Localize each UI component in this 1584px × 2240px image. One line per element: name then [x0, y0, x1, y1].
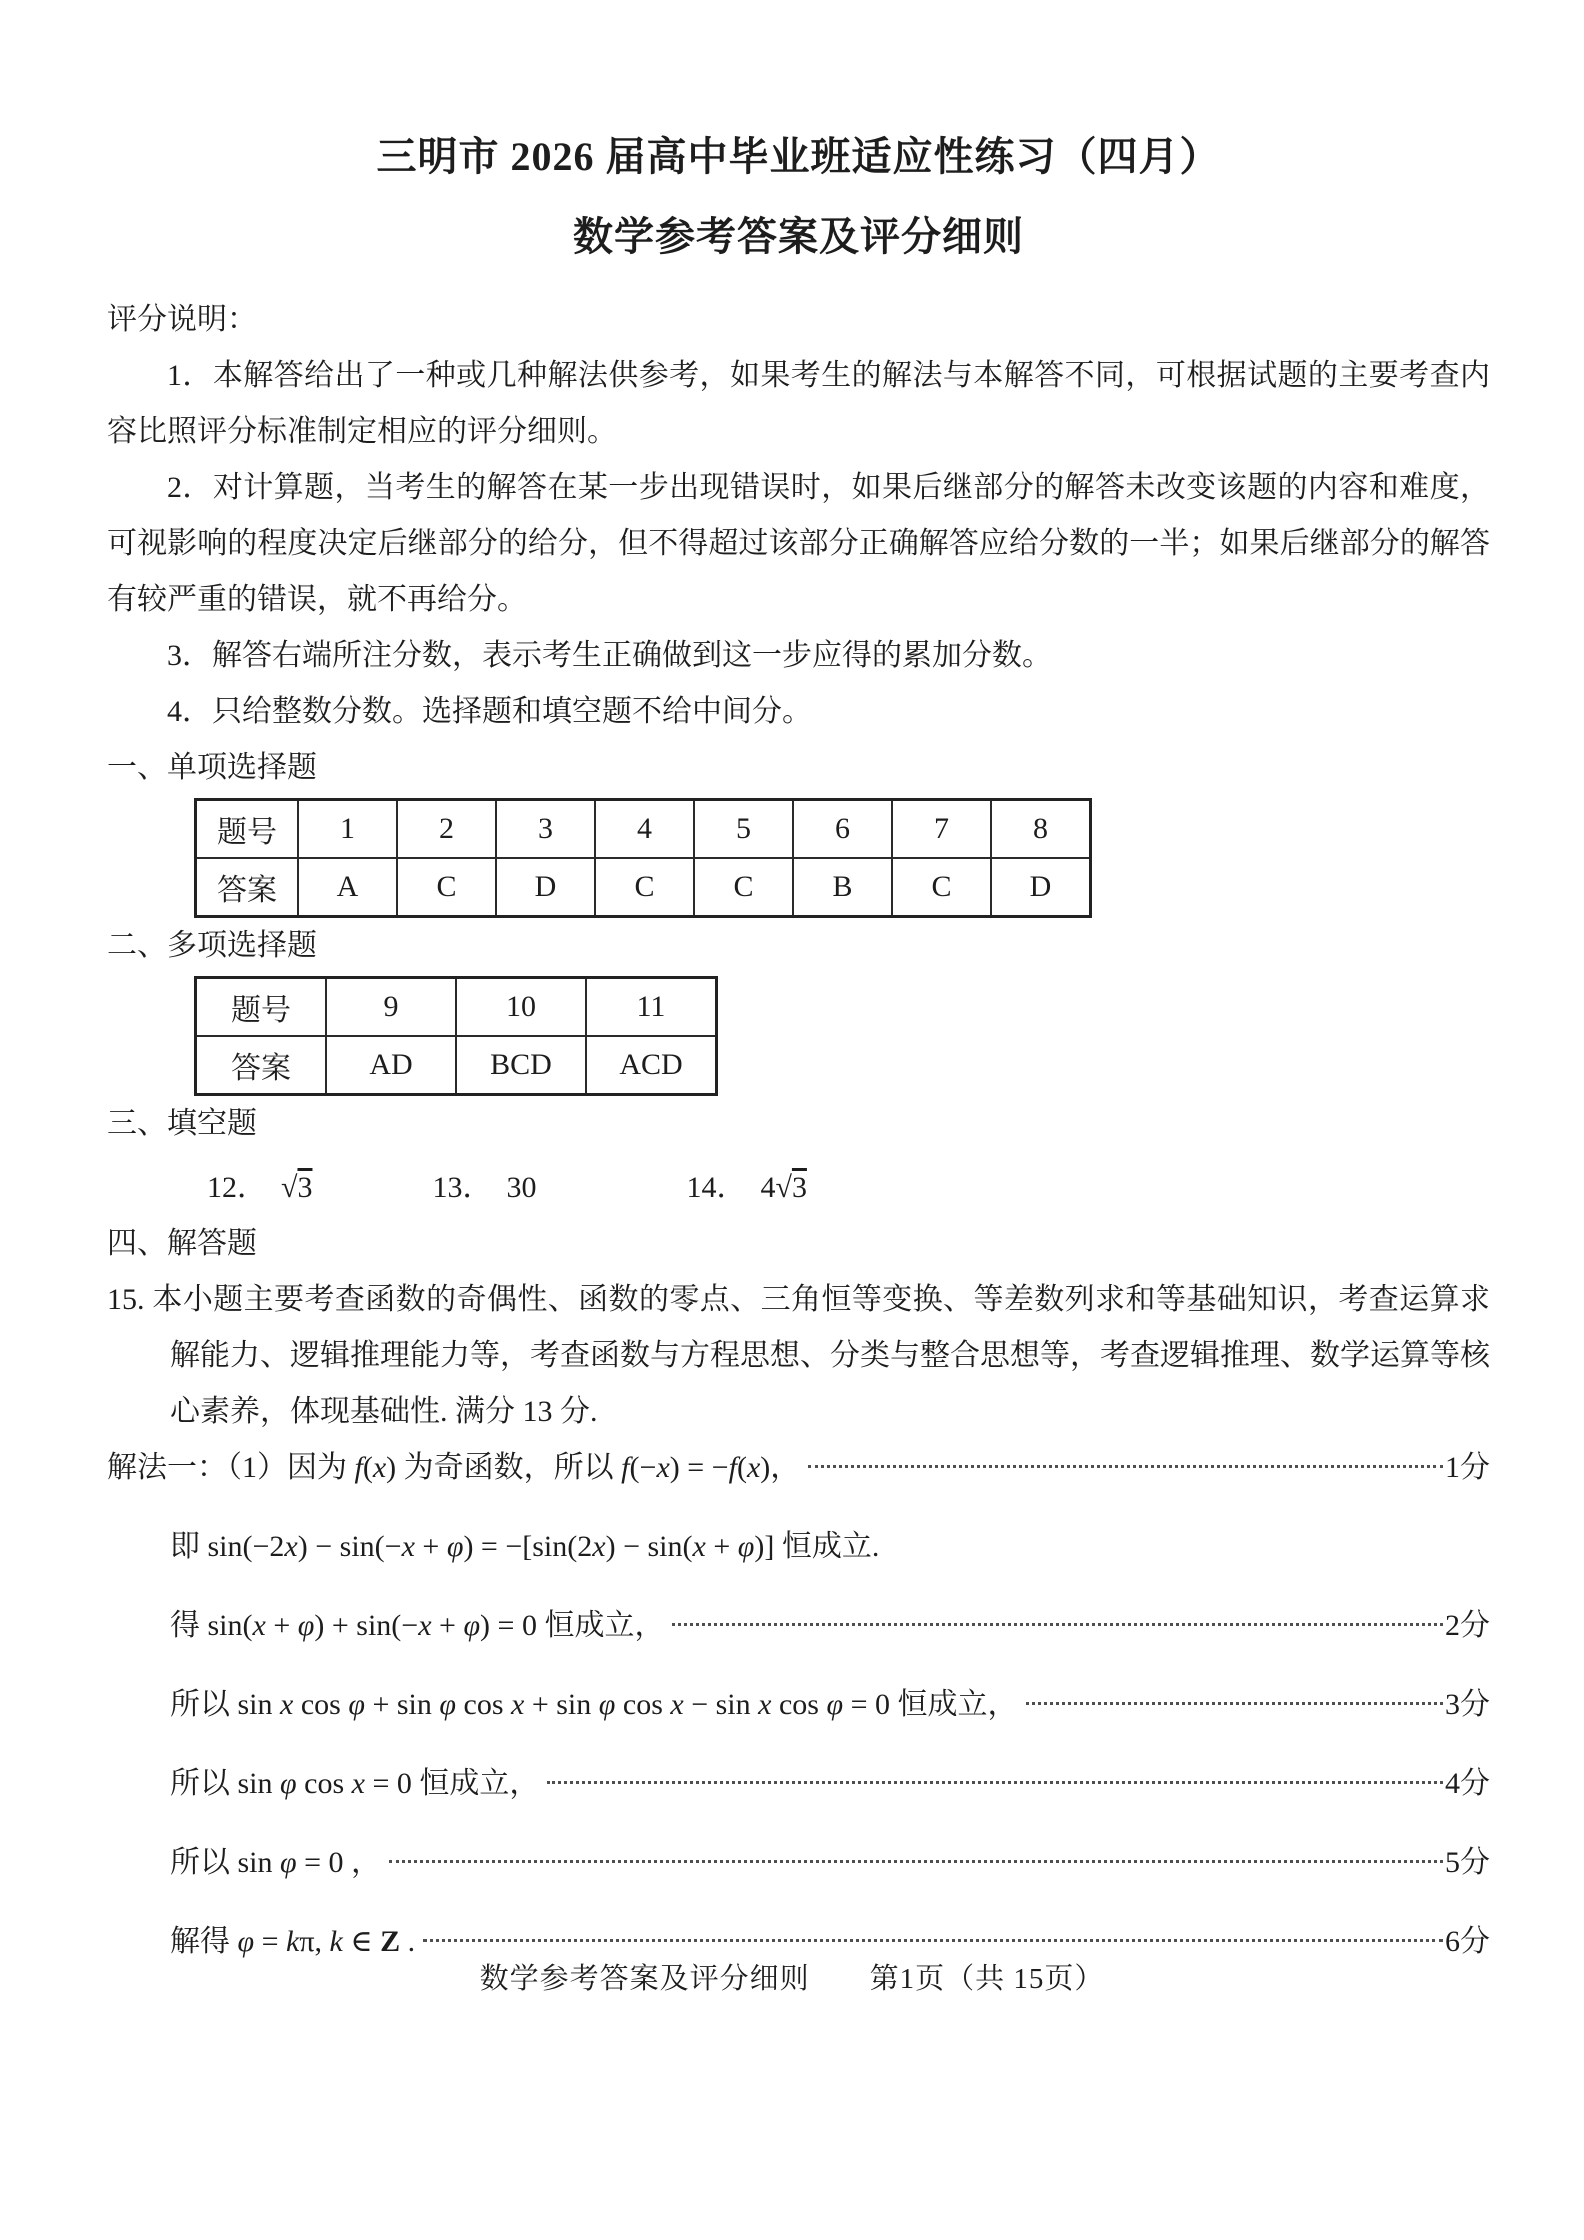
fill-answer-value: √3 — [281, 1171, 313, 1204]
section-heading-multi-choice: 二、多项选择题 — [107, 929, 317, 962]
answer-cell: ACD — [586, 1036, 717, 1095]
fill-blank-answers-row — [207, 1160, 1490, 1216]
fill-answer-13 — [432, 1160, 536, 1216]
answer-cell: BCD — [456, 1036, 586, 1095]
answer-cell: D — [991, 858, 1091, 917]
solution-step-formula: 所以 sin φ cos x = 0 恒成立， — [170, 1767, 540, 1800]
scoring-note-1: 1．本解答给出了一种或几种解法供参考，如果考生的解法与本解答不同，可根据试题的主要考查内容比照评分标准制定相应的评分细则。 — [107, 359, 1490, 448]
dotted-leader — [672, 1623, 1443, 1626]
dotted-leader — [808, 1465, 1443, 1468]
dotted-leader — [1026, 1702, 1444, 1705]
row-label-cell: 题号 — [196, 978, 327, 1037]
solution-step-formula: 得 sin(x + φ) + sin(−x + φ) = 0 恒成立， — [170, 1609, 665, 1642]
dotted-leader — [423, 1939, 1443, 1942]
table-row-answers — [196, 858, 1091, 917]
solution-step-5 — [107, 1756, 1490, 1812]
answer-cell: B — [793, 858, 892, 917]
scoring-notes-heading: 评分说明： — [107, 303, 257, 336]
multi-choice-answer-table — [194, 976, 718, 1096]
score-mark: 2分 — [1445, 1609, 1490, 1642]
scoring-note-2: 2．对计算题，当考生的解答在某一步出现错误时，如果后继部分的解答未改变该题的内容和难度，可视影响的程度决定后继部分的给分，但不得超过该部分正确解答应给分数的一半；如果后继部分的解答有较严重的错误，就不再给分。 — [107, 471, 1490, 616]
page-subtitle: 数学参考答案及评分细则 — [573, 214, 1024, 259]
dotted-leader — [389, 1860, 1443, 1863]
question-number-cell: 1 — [298, 800, 397, 859]
fill-answer-14 — [686, 1160, 806, 1216]
section-heading-single-choice: 一、单项选择题 — [107, 751, 317, 784]
score-mark: 4分 — [1445, 1767, 1490, 1800]
solution-step-3 — [107, 1598, 1490, 1654]
score-mark: 3分 — [1445, 1688, 1490, 1721]
table-row-answers — [196, 1036, 717, 1095]
section-heading-solutions: 四、解答题 — [107, 1227, 257, 1260]
page-title: 三明市 2026 届高中毕业班适应性练习（四月） — [376, 134, 1221, 179]
table-row-question-numbers — [196, 800, 1091, 859]
solution-step-formula: 解得 φ = kπ, k ∈ Z . — [170, 1925, 416, 1958]
answer-cell: C — [892, 858, 991, 917]
fill-answer-value: 30 — [506, 1171, 537, 1204]
answer-cell: D — [496, 858, 595, 917]
solution-step-formula: 解法一：（1）因为 f(x) 为奇函数，所以 f(−x) = −f(x)， — [107, 1451, 801, 1484]
question-number-cell: 3 — [496, 800, 595, 859]
score-mark: 1分 — [1445, 1451, 1490, 1484]
dotted-leader — [547, 1781, 1443, 1784]
solution-step-formula: 所以 sin x cos φ + sin φ cos x + sin φ cos x − sin x cos φ = 0 恒成立， — [170, 1688, 1018, 1721]
solution-step-2 — [107, 1519, 1490, 1575]
row-label-cell: 答案 — [196, 1036, 327, 1095]
answer-cell: C — [595, 858, 694, 917]
question-number-cell: 7 — [892, 800, 991, 859]
scoring-note-3: 3．解答右端所注分数，表示考生正确做到这一步应得的累加分数。 — [167, 639, 1052, 672]
score-mark: 6分 — [1445, 1925, 1490, 1958]
question-number-cell: 8 — [991, 800, 1091, 859]
fill-answer-12 — [207, 1160, 312, 1216]
solution-step-formula: 即 sin(−2x) − sin(−x + φ) = −[sin(2x) − sin(x + φ)] 恒成立. — [170, 1530, 880, 1563]
fill-answer-label: 13． — [432, 1171, 493, 1204]
score-mark: 5分 — [1445, 1846, 1490, 1879]
question-number-cell: 4 — [595, 800, 694, 859]
solution-step-formula: 所以 sin φ = 0 ， — [170, 1846, 382, 1879]
question-number-cell: 2 — [397, 800, 496, 859]
scoring-note-4: 4．只给整数分数。选择题和填空题不给中间分。 — [167, 695, 812, 728]
question-number-cell: 9 — [326, 978, 456, 1037]
solution-step-1 — [107, 1440, 1490, 1496]
row-label-cell: 答案 — [196, 858, 299, 917]
answer-cell: C — [694, 858, 793, 917]
fill-answer-label: 14． — [686, 1171, 747, 1204]
fill-answer-label: 12． — [207, 1171, 267, 1204]
question-number-cell: 10 — [456, 978, 586, 1037]
single-choice-answer-table — [194, 798, 1092, 918]
question-number-cell: 5 — [694, 800, 793, 859]
answer-cell: A — [298, 858, 397, 917]
solution-step-6 — [107, 1835, 1490, 1891]
answer-cell: AD — [326, 1036, 456, 1095]
page-footer: 数学参考答案及评分细则 第1页（共 15页） — [479, 1963, 1105, 1995]
section-heading-fill-blank: 三、填空题 — [107, 1107, 257, 1140]
fill-answer-value: 4√3 — [760, 1171, 807, 1204]
table-row-question-numbers — [196, 978, 717, 1037]
question-number-cell: 6 — [793, 800, 892, 859]
solution-step-4 — [107, 1677, 1490, 1733]
row-label-cell: 题号 — [196, 800, 299, 859]
answer-cell: C — [397, 858, 496, 917]
question-15-intro: 15. 本小题主要考查函数的奇偶性、函数的零点、三角恒等变换、等差数列求和等基础知识，考查运算求解能力、逻辑推理能力等，考查函数与方程思想、分类与整合思想等，考查逻辑推理、数学运算等核心素养，体现基础性. 满分 13 分. — [107, 1283, 1490, 1428]
question-number-cell: 11 — [586, 978, 717, 1037]
